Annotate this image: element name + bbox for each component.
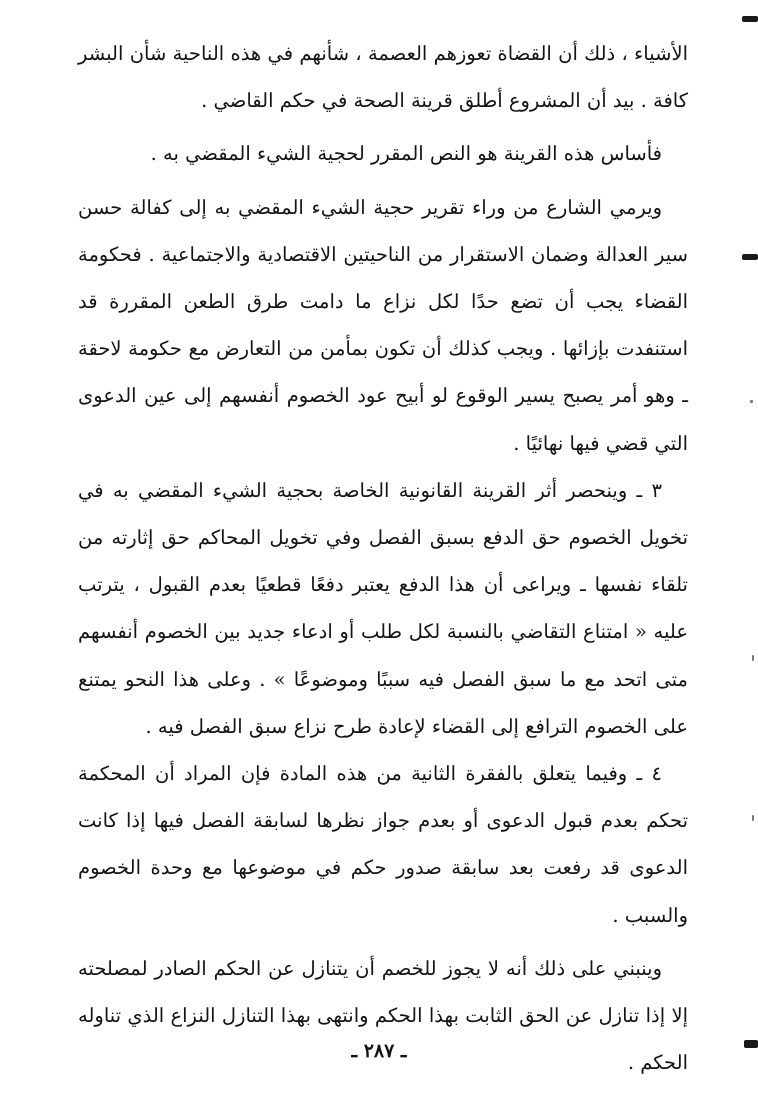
scan-speck <box>750 400 753 403</box>
paragraph-2: فأساس هذه القرينة هو النص المقرر لحجية الشيء المقضي به . <box>150 142 662 166</box>
paragraph-6: وينبني على ذلك أنه لا يجوز للخصم أن يتنازل عن الحكم الصادر لمصلحته إلا إذا تنازل عن الحق الثابت بهذا الحكم وانتهى بهذا التنازل النزاع الذي تناوله الحكم . <box>78 956 688 1075</box>
body-text <box>78 30 688 1086</box>
scan-speck <box>752 655 754 661</box>
paragraph-4: ٣ ـ وينحصر أثر القرينة القانونية الخاصة بحجية الشيء المقضي به في تخويل الخصوم حق الدفع بسبق الفصل وفي تخويل المحاكم حق إثارته من تلقاء نفسها ـ ويراعى أن هذا الدفع يعتبر دفعًا قطعيًا بعدم القبول ، يترتب عليه « امتناع التقاضي بالنسبة لكل طلب أو ادعاء جديد بين الخصوم أنفسهم متى اتحد مع ما سبق الفصل فيه سببًا وموضوعًا » . وعلى هذا النحو يمتنع على الخصوم الترافع إلى القضاء لإعادة طرح نزاع سبق الفصل فيه . <box>78 478 688 738</box>
paragraph-1: الأشياء ، ذلك أن القضاة تعوزهم العصمة ، شأنهم في هذه الناحية شأن البشر كافة . بيد أن المشروع أطلق قرينة الصحة في حكم القاضي . <box>78 42 688 113</box>
page-number: ـ ٢٨٧ ـ <box>351 1040 407 1062</box>
scan-mark <box>742 254 758 260</box>
paragraph-5: ٤ ـ وفيما يتعلق بالفقرة الثانية من هذه المادة فإن المراد أن المحكمة تحكم بعدم قبول الدعوى أو بعدم جواز نظرها لسابقة الفصل فيها إذا كانت الدعوى قد رفعت بعد سابقة صدور حكم في موضوعها مع وحدة الخصوم والسبب . <box>78 762 688 927</box>
paragraph-3: ويرمي الشارع من وراء تقرير حجية الشيء المقضي به إلى كفالة حسن سير العدالة وضمان الاستقرار من الناحيتين الاقتصادية والاجتماعية . فحكومة القضاء يجب أن تضع حدًا لكل نزاع ما دامت طرق الطعن المقررة قد استنفدت بإزائها . ويجب كذلك أن تكون بمأمن من التعارض مع حكومة لاحقة ـ وهو أمر يصبح يسير الوقوع لو أبيح عود الخصوم أنفسهم إلى عين الدعوى التي قضي فيها نهائيًا . <box>78 195 688 455</box>
scan-speck <box>752 815 754 821</box>
scan-mark <box>744 1040 758 1048</box>
scan-mark <box>742 16 758 22</box>
